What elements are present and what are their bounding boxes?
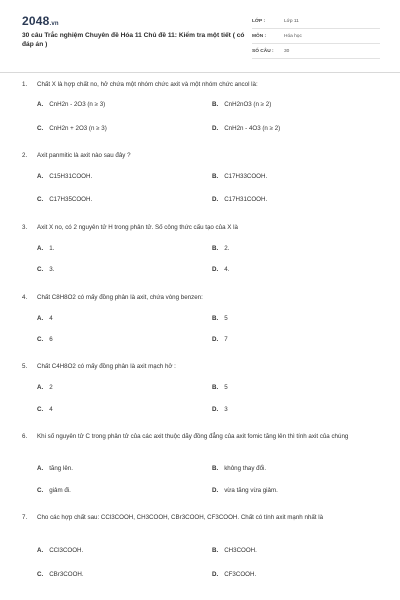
option-text: 6 [49, 336, 53, 343]
option-7d[interactable] [212, 571, 256, 578]
option-letter: C. [37, 487, 44, 494]
count-value: 30 [284, 49, 290, 54]
option-4d[interactable] [212, 336, 228, 343]
option-letter: B. [212, 547, 219, 554]
option-letter: B. [212, 315, 219, 322]
option-letter: C. [37, 406, 44, 413]
option-3b[interactable] [212, 245, 229, 252]
option-letter: D. [212, 266, 219, 273]
option-text: C17H33COOH. [224, 173, 268, 180]
question-number: 3. [22, 224, 28, 231]
option-5d[interactable] [212, 406, 228, 413]
subject-label: MÔN : [252, 34, 267, 39]
option-2a[interactable] [37, 173, 92, 180]
question-text: Axit panmitic là axit nào sau đây ? [37, 152, 131, 159]
question-number: 1. [22, 81, 28, 88]
option-letter: B. [212, 384, 219, 391]
option-letter: C. [37, 571, 44, 578]
option-text: 4. [224, 266, 230, 273]
option-text: CnH2n - 4O3 (n ≥ 2) [224, 125, 281, 132]
option-letter: D. [212, 406, 219, 413]
subject-row [252, 31, 380, 44]
option-4c[interactable] [37, 336, 53, 343]
option-3d[interactable] [212, 266, 229, 273]
question-number: 4. [22, 294, 28, 301]
option-text: 2 [49, 384, 53, 391]
option-text: 4 [49, 315, 53, 322]
option-text: 4 [49, 406, 53, 413]
option-2d[interactable] [212, 196, 267, 203]
option-letter: D. [212, 571, 219, 578]
option-letter: D. [212, 336, 219, 343]
option-4a[interactable] [37, 315, 53, 322]
question-number: 7. [22, 514, 28, 521]
option-letter: A. [37, 384, 44, 391]
option-text: CnH2n - 2O3 (n ≥ 3) [49, 101, 106, 108]
option-text: C17H31COOH. [224, 196, 268, 203]
option-letter: C. [37, 196, 44, 203]
option-1d[interactable] [212, 125, 280, 132]
option-5c[interactable] [37, 406, 53, 413]
option-1a[interactable] [37, 101, 105, 108]
option-letter: D. [212, 125, 219, 132]
logo-suffix: .vn [49, 21, 59, 27]
option-text: CnH2nO3 (n ≥ 2) [224, 101, 272, 108]
logo-text: 2048 [22, 14, 50, 28]
question-text: Khi số nguyên tử C trong phân tử của các axit thuộc dãy đồng đẳng của axit fomic tăng lên thì tính axit của chúng [37, 433, 349, 440]
class-value: Lớp 11 [284, 19, 299, 24]
option-letter: B. [212, 465, 219, 472]
question-text: Chất C4H8O2 có mấy đồng phân là axit mạch hở : [37, 363, 176, 370]
option-letter: D. [212, 487, 219, 494]
option-3a[interactable] [37, 245, 54, 252]
option-5a[interactable] [37, 384, 53, 391]
option-text: 5 [224, 384, 228, 391]
option-7a[interactable] [37, 547, 83, 554]
option-1b[interactable] [212, 101, 271, 108]
option-5b[interactable] [212, 384, 228, 391]
class-label: LỚP : [252, 19, 266, 24]
option-6c[interactable] [37, 487, 71, 494]
question-text: Chất X là hợp chất no, hở chứa một nhóm chức axit và một nhóm chức ancol là: [37, 81, 258, 88]
subject-value: Hóa học [284, 34, 302, 39]
option-6b[interactable] [212, 465, 266, 472]
option-7b[interactable] [212, 547, 257, 554]
option-text: giảm đi. [49, 487, 71, 494]
option-6a[interactable] [37, 465, 73, 472]
option-text: tăng lên. [49, 465, 73, 472]
option-text: C17H35COOH. [49, 196, 93, 203]
page-header [0, 0, 400, 70]
option-letter: C. [37, 336, 44, 343]
option-text: CnH2n + 2O3 (n ≥ 3) [49, 125, 107, 132]
option-text: 1. [49, 245, 55, 252]
option-text: 2. [224, 245, 230, 252]
option-7c[interactable] [37, 571, 84, 578]
option-text: CF3COOH. [224, 571, 257, 578]
class-row [252, 16, 380, 29]
option-text: CBr3COOH. [49, 571, 84, 578]
option-letter: C. [37, 266, 44, 273]
option-letter: A. [37, 315, 44, 322]
option-text: 5 [224, 315, 228, 322]
option-6d[interactable] [212, 487, 278, 494]
option-text: vừa tăng vừa giảm. [224, 487, 278, 494]
option-letter: A. [37, 101, 44, 108]
option-text: không thay đổi. [224, 465, 267, 472]
option-1c[interactable] [37, 125, 107, 132]
option-letter: A. [37, 173, 44, 180]
option-4b[interactable] [212, 315, 228, 322]
question-text: Axit X no, có 2 nguyên tử H trong phân tử. Số công thức cấu tạo của X là [37, 224, 238, 231]
option-text: CH3COOH. [224, 547, 257, 554]
option-letter: A. [37, 465, 44, 472]
option-letter: C. [37, 125, 44, 132]
option-3c[interactable] [37, 266, 54, 273]
count-label: SỐ CÂU : [252, 49, 274, 54]
option-text: C15H31COOH. [49, 173, 93, 180]
option-letter: B. [212, 245, 219, 252]
option-letter: B. [212, 101, 219, 108]
option-letter: D. [212, 196, 219, 203]
option-2c[interactable] [37, 196, 92, 203]
option-2b[interactable] [212, 173, 267, 180]
option-text: 3 [224, 406, 228, 413]
option-text: 3. [49, 266, 55, 273]
question-text: Cho các hợp chất sau: CCl3COOH, CH3COOH, CBr3COOH, CF3COOH. Chất có tính axit mạnh nhất là [37, 514, 324, 521]
option-letter: A. [37, 245, 44, 252]
question-number: 5. [22, 363, 28, 370]
question-text: Chất C8H8O2 có mấy đồng phân là axit, chứa vòng benzen: [37, 294, 203, 301]
site-logo[interactable] [22, 14, 59, 28]
question-number: 2. [22, 152, 28, 159]
option-text: CCl3COOH. [49, 547, 84, 554]
option-letter: A. [37, 547, 44, 554]
question-number: 6. [22, 433, 28, 440]
option-text: 7 [224, 336, 228, 343]
count-row [252, 46, 380, 59]
page-title: 30 câu Trắc nghiệm Chuyên đề Hóa 11 Chủ đề 11: Kiểm tra một tiết ( có đáp án ) [22, 32, 245, 48]
header-divider [0, 72, 400, 73]
option-letter: B. [212, 173, 219, 180]
